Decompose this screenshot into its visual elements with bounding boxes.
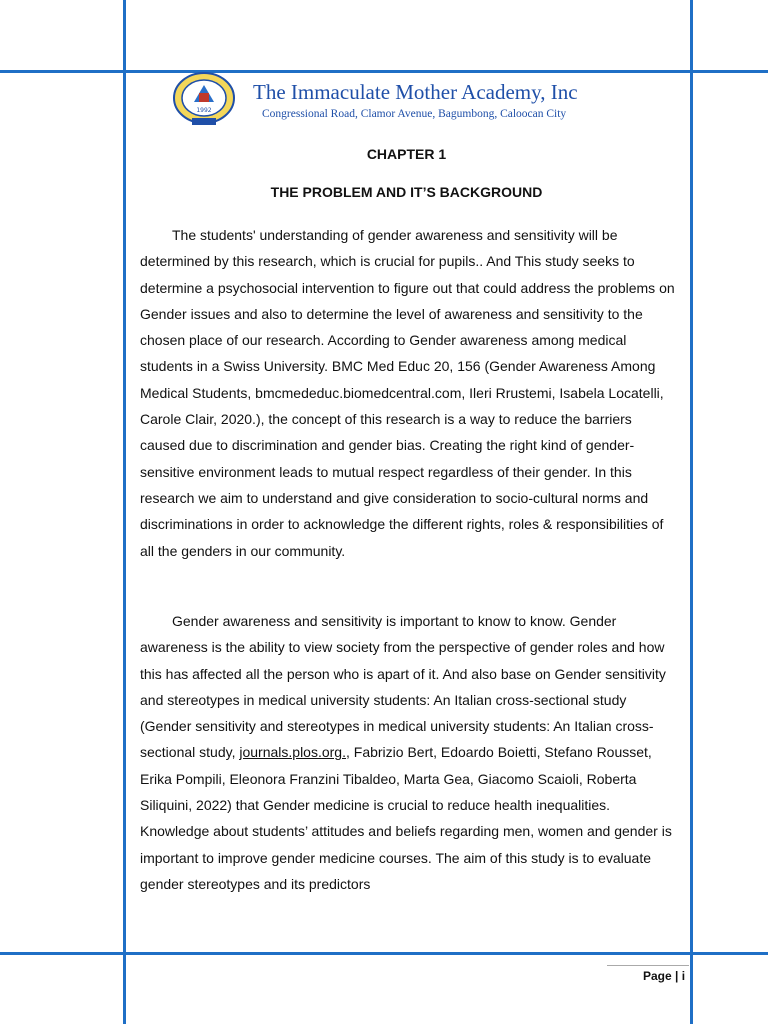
school-address: Congressional Road, Clamor Avenue, Bagumbong, Caloocan City (262, 108, 567, 120)
paragraph-1-text: The students' understanding of gender awareness and sensitivity will be determined by this research, which is crucial for pupils.. And This study seeks to determine a psychosocial intervention to figure out that could address the problems on Gender issues and also to determine the level of awareness and sensitivity to the chosen place of our research. According to Gender awareness among medical students in a Swiss University. BMC Med Educ 20, 156 (Gender Awareness Among Medical Students, bmcmededuc.biomedcentral.com, Ileri Rrustemi, Isabela Locatelli, Carole Clair, 2020.), the concept of this research is a way to reduce the barriers caused due to discrimination and gender bias. Creating the right kind of gender-sensitive environment leads to mutual respect regardless of their gender. In this research we aim to understand and give consideration to socio-cultural norms and discriminations in order to acknowledge the different rights, roles & responsibilities of all the genders in our community. (140, 227, 675, 559)
section-title: THE PROBLEM AND IT’S BACKGROUND (270, 184, 543, 200)
paragraph-2-text-start: Gender awareness and sensitivity is important to know to know. Gender awareness is the ability to view society from the perspective of gender roles and how this has affected all the person who is apart of it. And also base on Gender sensitivity and stereotypes in medical university students: An Italian cross-sectional study (Gender sensitivity and stereotypes in medical university students: An Italian cross-sectional study, (140, 613, 666, 761)
body-paragraph-2 (140, 608, 680, 897)
bottom-border-line (0, 952, 768, 955)
footer-rule (607, 965, 689, 966)
svg-text:1992: 1992 (196, 107, 212, 114)
page-number-label: Page | i (643, 969, 686, 983)
journals-link[interactable]: journals.plos.org. (239, 744, 346, 761)
body-paragraph-1 (140, 222, 680, 564)
school-name: The Immaculate Mother Academy, Inc (253, 80, 578, 104)
top-border-line (0, 70, 768, 73)
chapter-heading: CHAPTER 1 (366, 146, 447, 162)
paragraph-2-text-end: , Fabrizio Bert, Edoardo Boietti, Stefano Rousset, Erika Pompili, Eleonora Franzini Tibaldeo, Marta Gea, Giacomo Scaioli, Roberta Siliquini, 2022) that Gender medicine is crucial to reduce health inequalities. Knowledge about students’ attitudes and beliefs regarding men, women and gender is important to improve gender medicine courses. The aim of this study is to evaluate gender stereotypes and its predictors (140, 744, 672, 892)
school-seal-icon (172, 71, 236, 127)
